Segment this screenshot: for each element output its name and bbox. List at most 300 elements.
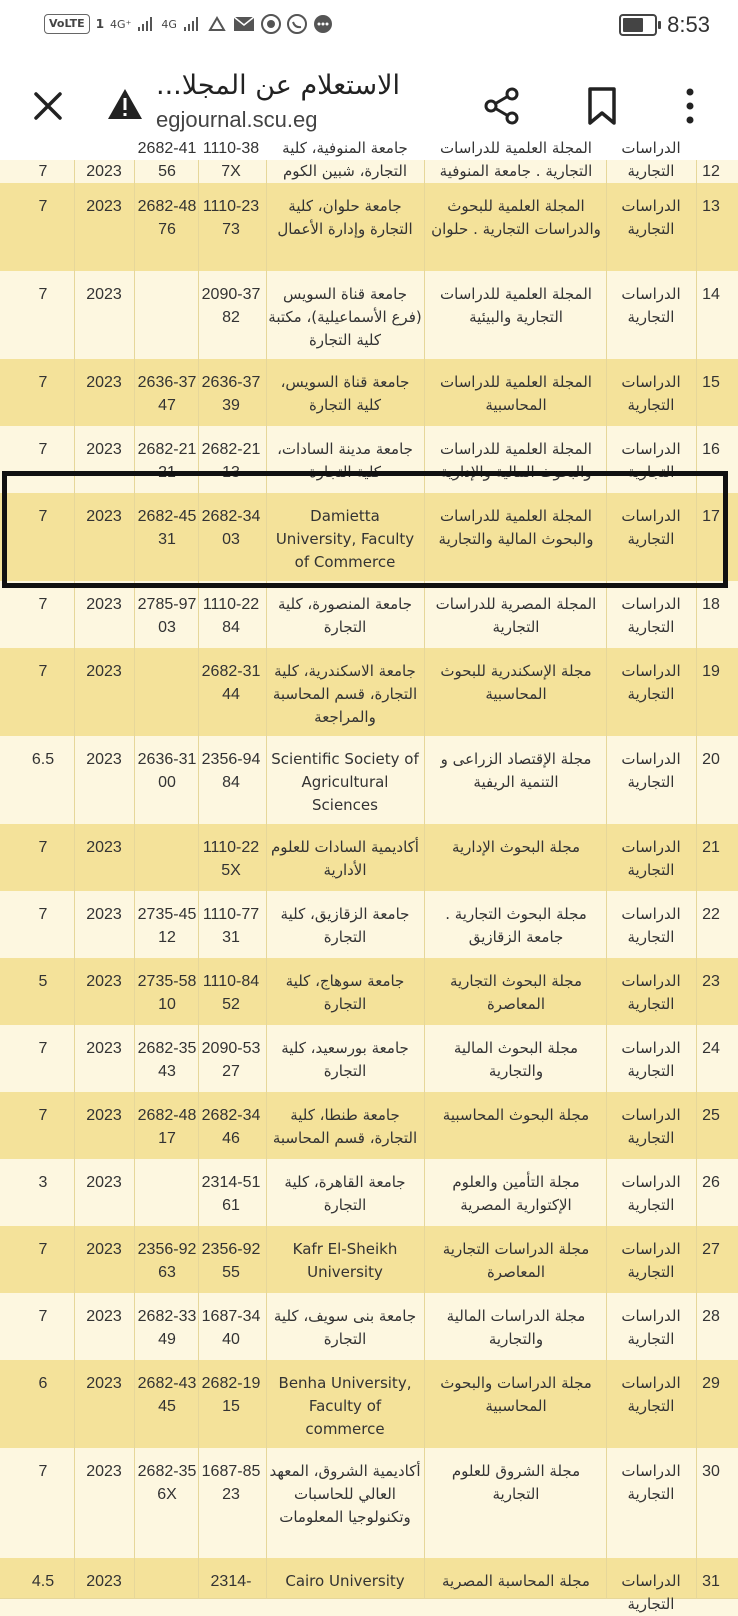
sim-number: 1	[95, 17, 105, 31]
column-divider	[134, 891, 135, 958]
column-divider	[696, 1360, 697, 1448]
column-divider	[134, 1448, 135, 1558]
cell-issn: 2090-5327	[201, 1040, 261, 1080]
column-divider	[134, 581, 135, 648]
table-row	[0, 359, 738, 427]
column-divider	[696, 824, 697, 891]
cell-score: 7	[38, 839, 48, 856]
column-divider	[424, 736, 425, 824]
cell-num: 22	[702, 906, 720, 923]
cell-field: الدراسات التجارية	[621, 373, 681, 414]
column-divider	[696, 891, 697, 958]
cell-num: 19	[702, 663, 720, 680]
column-divider	[266, 1092, 267, 1159]
cell-name: مجلة الإسكندرية للبحوث المحاسبية	[440, 662, 592, 703]
column-divider	[424, 359, 425, 426]
cell-name: المجلة العلمية للدراسات المحاسبية	[440, 373, 592, 414]
cell-issn: 2090-3782	[201, 286, 261, 326]
column-divider	[424, 1226, 425, 1293]
cell-year: 2023	[86, 839, 122, 856]
cell-field: الدراسات التجارية	[621, 750, 681, 791]
bookmark-icon[interactable]	[586, 86, 618, 126]
table-row	[0, 648, 738, 737]
table-row	[0, 736, 738, 825]
cell-score: 7	[38, 441, 48, 458]
column-divider	[606, 426, 607, 493]
cell-eissn: 2682-3349	[137, 1308, 197, 1348]
table-row	[0, 1025, 738, 1093]
column-divider	[266, 648, 267, 736]
cell-score: 5	[38, 973, 48, 990]
cell-publisher: جامعة بورسعيد، كلية التجارة	[281, 1039, 409, 1080]
cell-year: 2023	[86, 596, 122, 613]
cell-issn: 2636-3739	[201, 374, 261, 414]
column-divider	[266, 581, 267, 648]
column-divider	[134, 1159, 135, 1226]
column-divider	[266, 183, 267, 271]
cell-name: المجلة العلمية للدراسات والبحوث المالية والإدارية	[440, 440, 592, 481]
cell-issn: 1110-2284	[202, 596, 260, 636]
table-row	[0, 1092, 738, 1160]
cell-publisher: جامعة طنطا، كلية التجارة، قسم المحاسبة	[272, 1106, 418, 1147]
cell-year: 2023	[86, 973, 122, 990]
cell-eissn: 2356-9263	[137, 1241, 197, 1281]
signal-icon	[137, 16, 155, 32]
column-divider	[134, 958, 135, 1025]
cell-num: 13	[702, 198, 720, 215]
cell-year: 2023	[86, 1174, 122, 1191]
cell-field: الدراسات التجارية	[621, 1572, 681, 1613]
cell-issn: 2356-9484	[201, 751, 261, 791]
cell-publisher: جامعة قناة السويس، كلية التجارة	[280, 373, 410, 414]
cell-num: 30	[702, 1463, 720, 1480]
cell-eissn: 2636-3747	[137, 374, 197, 414]
column-divider	[266, 359, 267, 426]
cell-name: مجلة التأمين والعلوم الإكتوارية المصرية	[452, 1173, 580, 1214]
cell-publisher: Scientific Society of Agricultural Sciences	[271, 750, 419, 814]
cell-name: مجلة المحاسبة المصرية	[442, 1572, 590, 1590]
column-divider	[424, 160, 425, 183]
column-divider	[74, 1360, 75, 1448]
table-row	[0, 493, 738, 582]
whatsapp-icon	[287, 14, 307, 34]
cell-year: 2023	[86, 508, 122, 525]
column-divider	[696, 581, 697, 648]
column-divider	[606, 359, 607, 426]
column-divider	[424, 1448, 425, 1558]
column-divider	[134, 648, 135, 736]
cell-field: الدراسات التجارية	[621, 662, 681, 703]
cell-field: الدراسات التجارية	[621, 1462, 681, 1503]
column-divider	[424, 958, 425, 1025]
close-icon[interactable]	[30, 88, 66, 124]
cell-issn: 2682-2113	[201, 441, 261, 481]
table-row	[0, 183, 738, 272]
column-divider	[134, 359, 135, 426]
column-divider	[606, 1558, 607, 1598]
column-divider	[266, 1159, 267, 1226]
cell-name: مجلة البحوث المالية والتجارية	[453, 1039, 579, 1080]
column-divider	[198, 183, 199, 271]
table-row	[0, 1226, 738, 1294]
cell-name: مجلة الدراسات المالية والتجارية	[446, 1307, 586, 1348]
cell-eissn: 2682-4156	[137, 140, 197, 180]
column-divider	[696, 183, 697, 271]
column-divider	[606, 958, 607, 1025]
column-divider	[696, 648, 697, 736]
cell-year: 2023	[86, 163, 122, 180]
column-divider	[74, 426, 75, 493]
cell-num: 16	[702, 441, 720, 458]
cell-eissn: 2682-3543	[137, 1040, 197, 1080]
cell-name: مجلة البحوث المحاسبية	[442, 1106, 590, 1124]
cell-score: 3	[38, 1174, 48, 1191]
column-divider	[198, 160, 199, 183]
cell-score: 7	[38, 198, 48, 215]
column-divider	[424, 648, 425, 736]
cell-year: 2023	[86, 751, 122, 768]
cell-eissn: 2636-3100	[137, 751, 197, 791]
cell-score: 7	[38, 663, 48, 680]
cell-issn: 1110-8452	[202, 973, 260, 1013]
column-divider	[198, 1448, 199, 1558]
column-divider	[606, 183, 607, 271]
status-right	[619, 12, 710, 38]
cell-eissn: 2682-356X	[137, 1463, 197, 1503]
column-divider	[696, 958, 697, 1025]
cell-year: 2023	[86, 1040, 122, 1057]
cell-issn: 1687-8523	[201, 1463, 261, 1503]
column-divider	[424, 1159, 425, 1226]
cell-field: الدراسات التجارية	[621, 1173, 681, 1214]
cell-num: 26	[702, 1174, 720, 1191]
column-divider	[198, 1159, 199, 1226]
column-divider	[424, 426, 425, 493]
column-divider	[424, 1025, 425, 1092]
column-divider	[74, 183, 75, 271]
status-bar	[0, 0, 738, 52]
cell-name: المجلة العلمية للبحوث والدراسات التجارية . حلوان	[431, 197, 601, 238]
column-divider	[74, 958, 75, 1025]
cell-eissn: 2735-5810	[137, 973, 197, 1013]
cell-score: 7	[38, 163, 48, 180]
column-divider	[424, 581, 425, 648]
table-row	[0, 1159, 738, 1227]
share-icon[interactable]	[482, 86, 522, 126]
column-divider	[606, 824, 607, 891]
column-divider	[74, 1448, 75, 1558]
cell-field: الدراسات التجارية	[621, 595, 681, 636]
table-row	[0, 1293, 738, 1361]
column-divider	[74, 1226, 75, 1293]
cell-field: الدراسات التجارية	[621, 285, 681, 326]
cell-field: الدراسات التجارية	[621, 1307, 681, 1348]
column-divider	[134, 426, 135, 493]
signal-icon-2	[183, 16, 201, 32]
chrome-icon	[261, 14, 281, 34]
network-4g-plus-label: 4G⁺	[110, 17, 132, 31]
page-title: الاستعلام عن المجلا...	[156, 70, 400, 101]
column-divider	[424, 183, 425, 271]
cell-num: 28	[702, 1308, 720, 1325]
column-divider	[606, 581, 607, 648]
cell-publisher: جامعة قناة السويس (فرع الأسماعيلية)، مكتبة كلية التجارة	[268, 285, 422, 349]
cell-issn: 2682-3403	[201, 508, 261, 548]
column-divider	[424, 271, 425, 359]
column-divider	[424, 1092, 425, 1159]
cell-field: الدراسات التجارية	[621, 197, 681, 238]
cell-name: المجلة العلمية للدراسات التجارية والبيئية	[440, 285, 592, 326]
cell-issn: 2682-3446	[201, 1107, 261, 1147]
cell-name: المجلة العلمية للدراسات والبحوث المالية والتجارية	[438, 507, 594, 548]
cell-publisher: جامعة سوهاج، كلية التجارة	[285, 972, 405, 1013]
cell-name: المجلة المصرية للدراسات التجارية	[435, 595, 597, 636]
cell-field: الدراسات التجارية	[621, 1374, 681, 1415]
mail-icon	[233, 16, 255, 32]
cell-score: 7	[38, 1040, 48, 1057]
cell-publisher: Benha University, Faculty of commerce	[278, 1374, 412, 1438]
column-divider	[696, 271, 697, 359]
cell-field: الدراسات التجارية	[621, 905, 681, 946]
column-divider	[198, 1226, 199, 1293]
column-divider	[74, 736, 75, 824]
column-divider	[696, 736, 697, 824]
cell-publisher: جامعة حلوان، كلية التجارة وإدارة الأعمال	[277, 197, 413, 238]
cell-num: 17	[702, 508, 720, 525]
cell-field: الدراسات التجارية	[621, 1039, 681, 1080]
column-divider	[134, 271, 135, 359]
column-divider	[198, 493, 199, 581]
column-divider	[266, 1558, 267, 1598]
cell-num: 12	[702, 163, 720, 180]
cell-score: 7	[38, 1308, 48, 1325]
cell-num: 29	[702, 1375, 720, 1392]
column-divider	[266, 1448, 267, 1558]
column-divider	[198, 1025, 199, 1092]
cell-score: 6	[38, 1375, 48, 1392]
column-divider	[606, 1226, 607, 1293]
column-divider	[266, 271, 267, 359]
battery-icon	[619, 14, 657, 36]
cell-num: 18	[702, 596, 720, 613]
column-divider	[198, 1293, 199, 1360]
column-divider	[606, 648, 607, 736]
cell-eissn: 2682-4876	[137, 198, 197, 238]
column-divider	[134, 183, 135, 271]
warning-icon[interactable]	[106, 86, 144, 122]
column-divider	[606, 1448, 607, 1558]
journals-table	[0, 139, 738, 1613]
column-divider	[696, 1448, 697, 1558]
cell-eissn: 2682-4345	[137, 1375, 197, 1415]
column-divider	[424, 1360, 425, 1448]
column-divider	[198, 1360, 199, 1448]
cell-score: 4.5	[31, 1573, 55, 1590]
column-divider	[134, 1226, 135, 1293]
table-row	[0, 958, 738, 1026]
column-divider	[266, 958, 267, 1025]
cell-publisher: Kafr El-Sheikh University	[292, 1240, 398, 1281]
column-divider	[424, 493, 425, 581]
cell-issn: 1110-387X	[202, 140, 260, 180]
cell-year: 2023	[86, 286, 122, 303]
cell-issn: 2682-1915	[201, 1375, 261, 1415]
cell-year: 2023	[86, 1308, 122, 1325]
cell-publisher: جامعة القاهرة، كلية التجارة	[284, 1173, 406, 1214]
cell-publisher: Cairo University	[285, 1572, 405, 1590]
cell-num: 25	[702, 1107, 720, 1124]
column-divider	[696, 1226, 697, 1293]
column-divider	[266, 160, 267, 183]
cell-publisher: جامعة الزقازيق، كلية التجارة	[280, 905, 410, 946]
column-divider	[606, 493, 607, 581]
column-divider	[74, 1025, 75, 1092]
column-divider	[606, 891, 607, 958]
column-divider	[74, 1558, 75, 1598]
cell-eissn: 2735-4512	[137, 906, 197, 946]
column-divider	[424, 891, 425, 958]
cell-year: 2023	[86, 1375, 122, 1392]
column-divider	[266, 891, 267, 958]
cell-eissn: 2682-4817	[137, 1107, 197, 1147]
cell-name: مجلة الشروق للعلوم التجارية	[451, 1462, 581, 1503]
cell-score: 7	[38, 906, 48, 923]
cell-issn: 2314-	[210, 1573, 252, 1590]
volte-badge: VoLTE	[44, 14, 90, 34]
cell-year: 2023	[86, 374, 122, 391]
column-divider	[134, 160, 135, 183]
cell-issn: 1110-225X	[202, 839, 260, 879]
table-row	[0, 1360, 738, 1449]
column-divider	[696, 160, 697, 183]
cell-score: 7	[38, 1107, 48, 1124]
column-divider	[696, 493, 697, 581]
cell-name: مجلة البحوث التجارية . جامعة الزقازيق	[445, 905, 587, 946]
column-divider	[424, 1293, 425, 1360]
cell-eissn: 2785-9703	[137, 596, 197, 636]
overflow-menu-icon[interactable]	[682, 86, 698, 126]
more-notifications-icon	[313, 14, 333, 34]
cell-score: 7	[38, 374, 48, 391]
status-left	[44, 14, 333, 34]
table-row	[0, 581, 738, 649]
column-divider	[606, 1025, 607, 1092]
cell-year: 2023	[86, 1463, 122, 1480]
cell-num: 31	[702, 1573, 720, 1590]
cell-name: مجلة الإقتصاد الزراعى و التنمية الريفية	[440, 750, 592, 791]
cell-score: 7	[38, 596, 48, 613]
page-url: egjournal.scu.eg	[156, 107, 318, 132]
cell-num: 21	[702, 839, 720, 856]
column-divider	[696, 1558, 697, 1598]
column-divider	[74, 271, 75, 359]
column-divider	[198, 648, 199, 736]
cell-num: 20	[702, 751, 720, 768]
column-divider	[198, 581, 199, 648]
column-divider	[606, 1092, 607, 1159]
cell-issn: 2682-3144	[201, 663, 261, 703]
column-divider	[198, 1558, 199, 1598]
cell-num: 23	[702, 973, 720, 990]
alarm-icon	[207, 15, 227, 33]
column-divider	[266, 1025, 267, 1092]
column-divider	[134, 1360, 135, 1448]
cell-score: 6.5	[31, 751, 55, 768]
column-divider	[696, 1025, 697, 1092]
cell-year: 2023	[86, 906, 122, 923]
column-divider	[266, 1226, 267, 1293]
cell-year: 2023	[86, 663, 122, 680]
column-divider	[606, 271, 607, 359]
cell-issn: 2356-9255	[201, 1241, 261, 1281]
cell-field: الدراسات التجارية	[621, 972, 681, 1013]
cell-score: 7	[38, 286, 48, 303]
column-divider	[134, 736, 135, 824]
cell-issn: 1110-7731	[202, 906, 260, 946]
column-divider	[606, 1159, 607, 1226]
cell-num: 27	[702, 1241, 720, 1258]
column-divider	[266, 736, 267, 824]
clock: 8:53	[667, 12, 710, 37]
address-area[interactable]	[156, 70, 446, 133]
column-divider	[74, 359, 75, 426]
cell-score: 7	[38, 1241, 48, 1258]
column-divider	[606, 1360, 607, 1448]
column-divider	[198, 958, 199, 1025]
cell-eissn: 2682-4531	[137, 508, 197, 548]
cell-year: 2023	[86, 198, 122, 215]
column-divider	[134, 1092, 135, 1159]
cell-publisher: جامعة بنى سويف، كلية التجارة	[273, 1307, 417, 1348]
column-divider	[198, 824, 199, 891]
table-row	[0, 139, 738, 184]
cell-eissn: 2682-2121	[137, 441, 197, 481]
column-divider	[74, 1293, 75, 1360]
column-divider	[266, 1293, 267, 1360]
column-divider	[696, 359, 697, 426]
column-divider	[134, 1025, 135, 1092]
cell-issn: 1687-3440	[201, 1308, 261, 1348]
table-row	[0, 891, 738, 959]
column-divider	[696, 1293, 697, 1360]
cell-publisher: Damietta University, Faculty of Commerce	[275, 507, 415, 571]
column-divider	[74, 160, 75, 183]
cell-name: مجلة البحوث الإدارية	[451, 838, 581, 856]
column-divider	[424, 1558, 425, 1598]
cell-year: 2023	[86, 441, 122, 458]
cell-issn: 2314-5161	[201, 1174, 261, 1214]
column-divider	[198, 271, 199, 359]
cell-year: 2023	[86, 1241, 122, 1258]
cell-num: 14	[702, 286, 720, 303]
cell-publisher: جامعة المنصورة، كلية التجارة	[277, 595, 412, 636]
table-row	[0, 824, 738, 892]
column-divider	[606, 1293, 607, 1360]
column-divider	[134, 493, 135, 581]
table-row	[0, 1558, 738, 1613]
cell-field: الدراسات التجارية	[621, 1106, 681, 1147]
column-divider	[198, 891, 199, 958]
column-divider	[74, 1092, 75, 1159]
cell-field: الدراسات التجارية	[621, 838, 681, 879]
column-divider	[266, 1360, 267, 1448]
column-divider	[696, 1092, 697, 1159]
cell-field: الدراسات التجارية	[621, 440, 681, 481]
column-divider	[424, 824, 425, 891]
column-divider	[198, 736, 199, 824]
column-divider	[266, 824, 267, 891]
cell-field: الدراسات التجارية	[621, 507, 681, 548]
